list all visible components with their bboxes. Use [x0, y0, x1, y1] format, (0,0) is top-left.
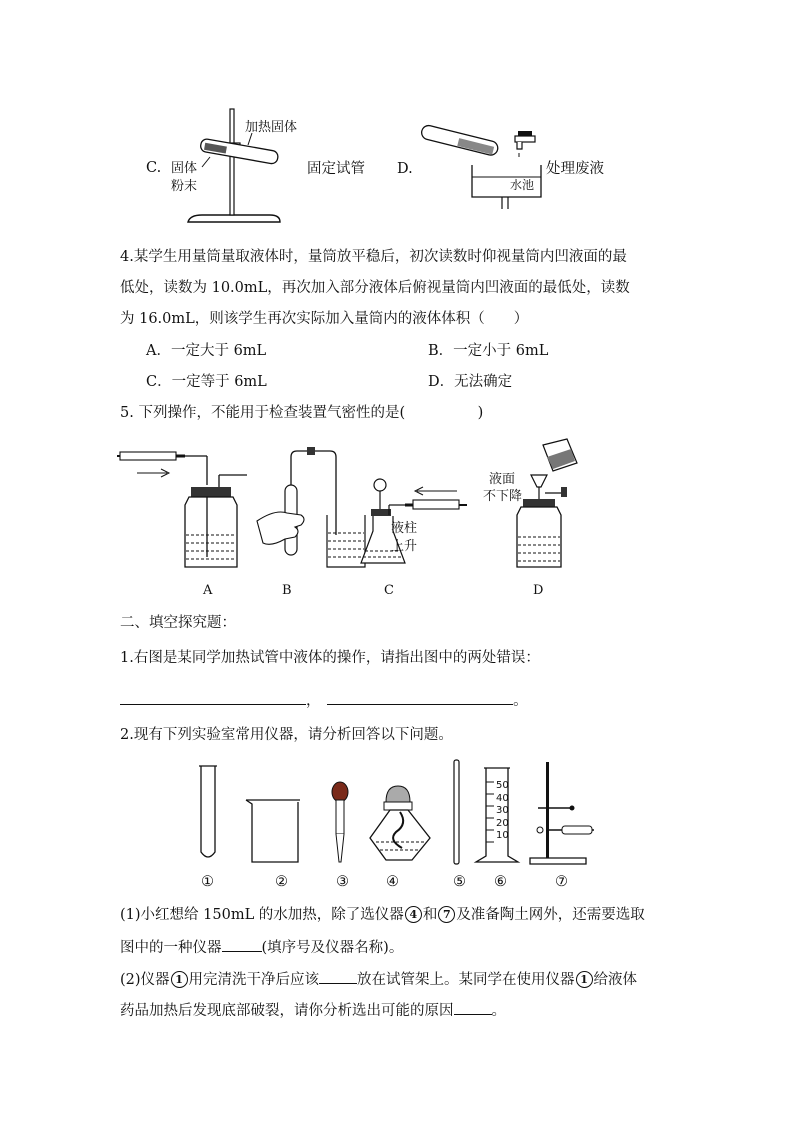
option-c-label: C.	[146, 160, 162, 176]
answer-blank-4[interactable]	[319, 969, 357, 984]
period: 。	[513, 693, 528, 709]
s2-q2-sub2-line1	[120, 969, 637, 989]
tick-10: 10	[496, 830, 509, 841]
q4-option-a: A．一定大于 6mL	[146, 343, 267, 359]
q4-stem-line-2: 低处，读数为 10.0mL，再次加入部分液体后俯视量筒内凹液面的最低处，读数	[120, 280, 630, 296]
text: 及准备陶土网外，还需要选取	[456, 907, 645, 923]
circled-number: 1	[171, 971, 188, 988]
text: 药品加热后发现底部破裂，请你分析选出可能的原因	[120, 1003, 454, 1019]
text: (填序号及仪器名称)。	[261, 940, 404, 956]
apparatus-b	[257, 447, 365, 567]
section-2-heading: 二、填空探究题：	[120, 615, 236, 631]
caption-dispose-waste: 处理废液	[546, 161, 604, 177]
text: 放在试管架上。某同学在使用仪器	[357, 972, 575, 988]
glass-rod-icon	[454, 760, 459, 864]
answer-blank-2[interactable]	[327, 690, 513, 705]
instrument-label-7: ⑦	[555, 874, 568, 890]
text: 用完清洗干净后应该	[188, 972, 320, 988]
annotation-c-liquid-column: 液柱	[391, 521, 418, 536]
comma: ，	[306, 693, 321, 709]
circled-number: 7	[438, 906, 455, 923]
tick-40: 40	[496, 792, 509, 804]
s2-q2-sub2-line2	[120, 1000, 506, 1020]
label-c: C	[384, 583, 394, 598]
s2-q1-answer-line	[120, 690, 528, 710]
answer-blank-5[interactable]	[454, 1000, 492, 1015]
circled-number: 4	[405, 906, 422, 923]
annotation-heating-solid: 加热固体	[245, 120, 298, 135]
tick-50: 50	[496, 780, 509, 791]
text: 。	[491, 1003, 506, 1019]
instrument-label-5: ⑤	[453, 874, 466, 890]
instrument-label-1: ①	[201, 874, 214, 890]
annotation-solid-powder-1: 固体	[171, 161, 198, 176]
instrument-label-3: ③	[336, 874, 349, 890]
label-a: A	[203, 583, 213, 598]
q5-stem: 5. 下列操作，不能用于检查装置气密性的是( )	[120, 405, 484, 421]
text: 给液体	[593, 972, 638, 988]
alcohol-lamp-icon	[370, 786, 430, 860]
tick-30: 30	[496, 805, 509, 816]
apparatus-d	[517, 439, 577, 567]
iron-stand-icon	[530, 762, 594, 864]
beaker-icon	[246, 800, 300, 862]
text: (2)仪器	[120, 972, 170, 988]
answer-blank-1[interactable]	[120, 690, 306, 705]
label-b: B	[282, 583, 292, 598]
instrument-label-6: ⑥	[494, 874, 507, 890]
label-d: D	[533, 583, 544, 598]
q4-option-c: C．一定等于 6mL	[146, 374, 267, 390]
q4-stem-line-1: 4.某学生用量筒量取液体时，量筒放平稳后，初次读数时仰视量筒内凹液面的最	[120, 249, 627, 265]
s2-q1-stem: 1.右图是某同学加热试管中液体的操作，请指出图中的两处错误：	[120, 650, 540, 666]
annotation-d-not-drop: 不下降	[483, 489, 523, 504]
test-tube-icon	[199, 766, 217, 857]
annotation-c-rise: 上升	[391, 539, 418, 554]
text: 图中的一种仪器	[120, 940, 222, 956]
q4-option-d: D．无法确定	[428, 374, 513, 390]
tick-20: 20	[496, 817, 509, 829]
annotation-sink: 水池	[510, 178, 535, 192]
s2-q2-sub1-line2	[120, 937, 403, 957]
q4-stem-line-3: 为 16.0mL，则该学生再次实际加入量筒内的液体体积（ ）	[120, 311, 529, 327]
q4-option-b: B．一定小于 6mL	[428, 343, 549, 359]
airtightness-apparatus-figures	[115, 435, 615, 575]
circled-number: 1	[576, 971, 593, 988]
pouring-waste-into-sink-figure	[418, 125, 548, 215]
option-d-label: D.	[397, 161, 413, 177]
text: 和	[422, 907, 438, 923]
instrument-label-2: ②	[275, 874, 288, 890]
s2-q2-stem: 2.现有下列实验室常用仪器，请分析回答以下问题。	[120, 727, 453, 743]
lab-instruments-figure	[190, 758, 610, 868]
apparatus-a	[117, 452, 247, 567]
cylinder-scale	[496, 780, 509, 843]
s2-q2-sub1-line1	[120, 906, 645, 924]
caption-fix-test-tube: 固定试管	[307, 161, 365, 177]
annotation-solid-powder-2: 粉末	[171, 179, 198, 194]
dropper-icon	[332, 782, 348, 862]
text: (1)小红想给 150mL 的水加热，除了选仪器	[120, 907, 404, 923]
answer-blank-3[interactable]	[222, 937, 262, 952]
annotation-d-liquid-level: 液面	[489, 472, 516, 487]
instrument-label-4: ④	[386, 874, 399, 890]
